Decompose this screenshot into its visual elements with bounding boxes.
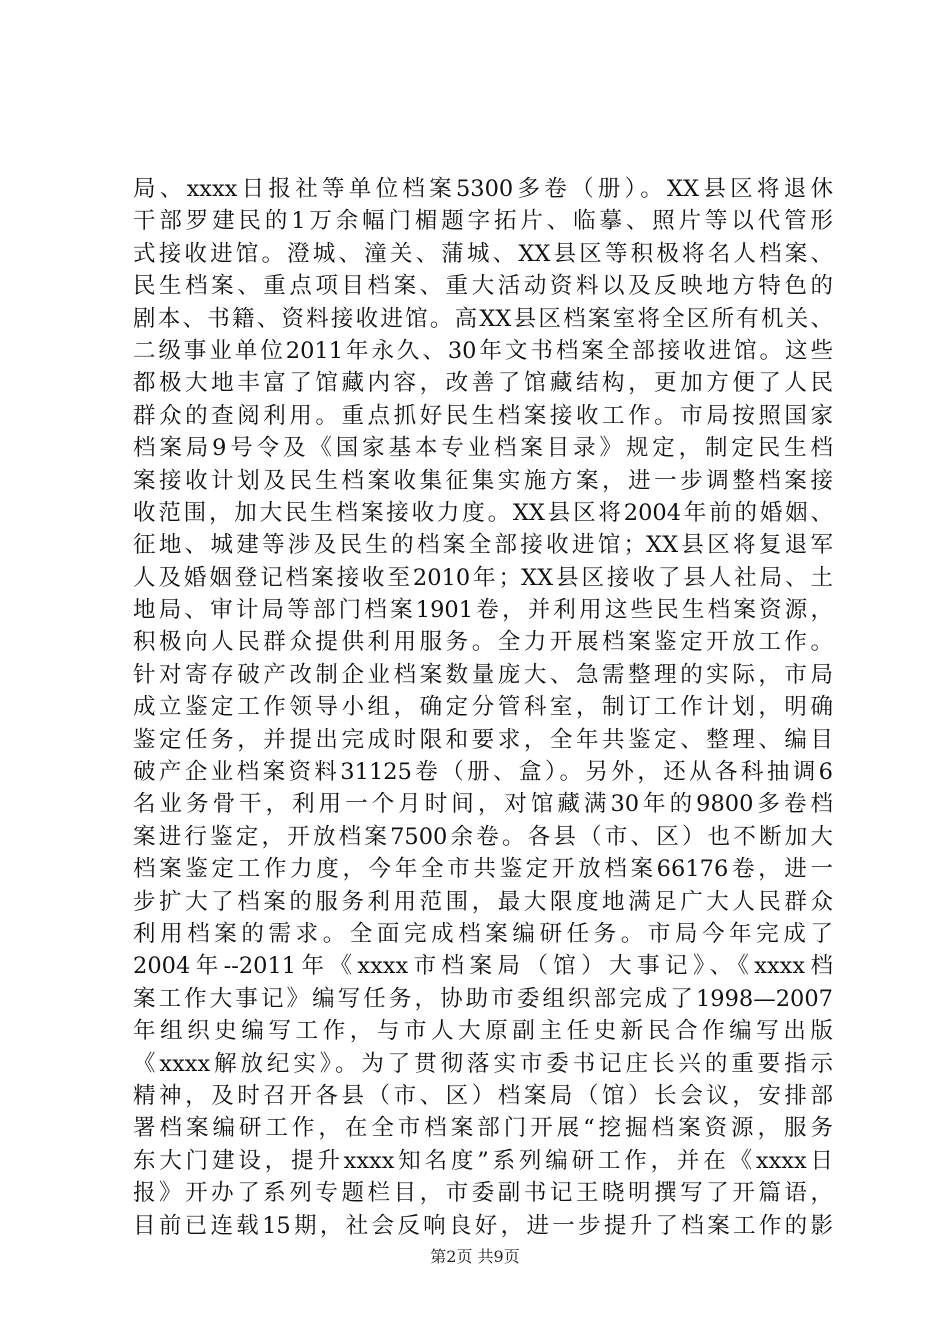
text-line: 鉴定任务，并提出完成时限和要求，全年共鉴定、整理、编目 <box>133 726 833 753</box>
text-line: 成立鉴定工作领导小组，确定分管科室，制订工作计划，明确 <box>133 694 833 721</box>
text-line: 收范围，加大民生档案接收力度。XX县区将2004年前的婚姻、 <box>133 499 833 526</box>
text-line: 都极大地丰富了馆藏内容，改善了馆藏结构，更加方便了人民 <box>133 370 833 397</box>
text-line: 式接收进馆。澄城、潼关、蒲城、XX县区等积极将名人档案、 <box>133 240 833 267</box>
text-line: 署档案编研工作，在全市档案部门开展“挖掘档案资源，服务 <box>133 1115 833 1142</box>
text-line: 档案鉴定工作力度，今年全市共鉴定开放档案66176卷，进一 <box>133 856 833 883</box>
text-line: 档案局9号令及《国家基本专业档案目录》规定，制定民生档 <box>133 435 833 462</box>
text-line: 步扩大了档案的服务利用范围，最大限度地满足广大人民群众 <box>133 888 833 915</box>
text-line: 破产企业档案资料31125卷（册、盒）。另外，还从各科抽调6 <box>133 759 833 786</box>
body-paragraph <box>133 173 833 1242</box>
page-footer: 第2页 共9页 <box>430 1247 520 1266</box>
text-line: 针对寄存破产改制企业档案数量庞大、急需整理的实际，市局 <box>133 661 833 688</box>
text-line: 积极向人民群众提供利用服务。全力开展档案鉴定开放工作。 <box>133 629 833 656</box>
text-line: 目前已连载15期，社会反响良好，进一步提升了档案工作的影 <box>133 1212 833 1239</box>
text-line: 2004年--2011年《xxxx市档案局（馆）大事记》、《xxxx档 <box>133 953 833 980</box>
text-line: 局、xxxx日报社等单位档案5300多卷（册）。XX县区将退休 <box>133 176 833 202</box>
text-line: 东大门建设，提升xxxx知名度”系列编研工作，并在《xxxx日 <box>133 1147 833 1174</box>
text-line: 年组织史编写工作，与市人大原副主任史新民合作编写出版 <box>133 1018 833 1045</box>
text-line: 剧本、书籍、资料接收进馆。高XX县区档案室将全区所有机关、 <box>133 305 833 332</box>
text-line: 案接收计划及民生档案收集征集实施方案，进一步调整档案接 <box>133 467 833 494</box>
text-line: 人及婚姻登记档案接收至2010年；XX县区接收了县人社局、土 <box>133 564 833 591</box>
text-line: 案工作大事记》编写任务，协助市委组织部完成了1998—2007 <box>133 985 833 1012</box>
text-line: 精神，及时召开各县（市、区）档案局（馆）长会议，安排部 <box>133 1082 833 1109</box>
text-line: 干部罗建民的1万余幅门楣题字拓片、临摹、照片等以代管形 <box>133 208 833 235</box>
text-line: 地局、审计局等部门档案1901卷，并利用这些民生档案资源， <box>133 597 833 624</box>
text-line: 二级事业单位2011年永久、30年文书档案全部接收进馆。这些 <box>133 337 833 364</box>
text-line: 群众的查阅利用。重点抓好民生档案接收工作。市局按照国家 <box>133 402 833 429</box>
text-line: 民生档案、重点项目档案、重大活动资料以及反映地方特色的 <box>133 273 833 300</box>
text-line: 案进行鉴定，开放档案7500余卷。各县（市、区）也不断加大 <box>133 823 833 850</box>
text-line: 《xxxx解放纪实》。为了贯彻落实市委书记庄长兴的重要指示 <box>133 1050 833 1077</box>
text-line: 征地、城建等涉及民生的档案全部接收进馆；XX县区将复退军 <box>133 532 833 559</box>
text-line: 名业务骨干，利用一个月时间，对馆藏满30年的9800多卷档 <box>133 791 833 818</box>
text-line: 利用档案的需求。全面完成档案编研任务。市局今年完成了 <box>133 920 833 947</box>
text-line: 报》开办了系列专题栏目，市委副书记王晓明撰写了开篇语， <box>133 1180 833 1207</box>
